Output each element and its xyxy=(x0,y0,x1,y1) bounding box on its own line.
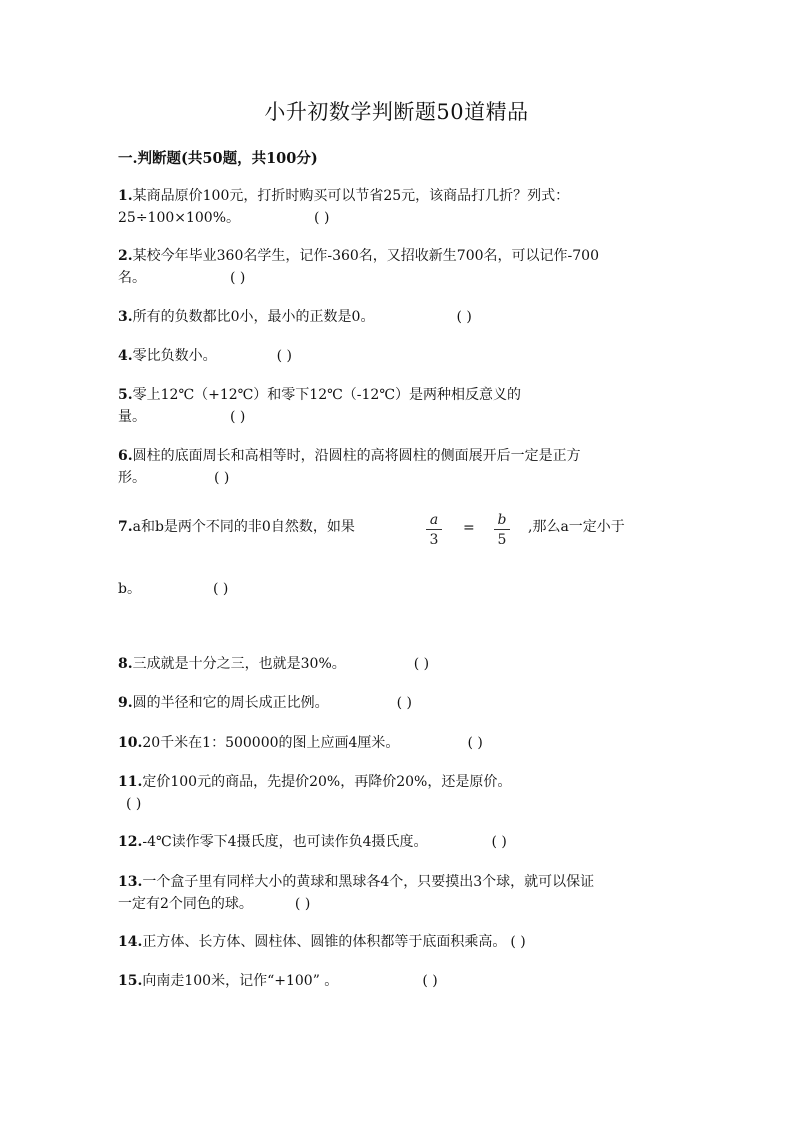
answer-paren[interactable]: ( ) xyxy=(214,470,230,486)
question-text: 圆的半径和它的周长成正比例。 xyxy=(132,695,329,711)
answer-paren[interactable]: ( ) xyxy=(212,581,229,597)
question-text: 一个盒子里有同样大小的黄球和黑球各4个，只要摸出3个球，就可以保证 xyxy=(142,874,595,890)
question-text: 圆柱的底面周长和高相等时，沿圆柱的高将圆柱的侧面展开后一定是正方 xyxy=(132,448,581,464)
question-number: 3. xyxy=(118,309,133,325)
question-8 xyxy=(118,653,683,675)
question-text: 某校今年毕业360名学生，记作-360名，又招收新生700名，可以记作-700 xyxy=(132,248,599,264)
question-12 xyxy=(118,831,683,853)
fraction-bar xyxy=(426,529,442,530)
fraction-denominator: 3 xyxy=(429,532,439,548)
answer-paren[interactable]: ( ) xyxy=(413,656,430,672)
question-text: 正方体、长方体、圆柱体、圆锥的体积都等于底面积乘高。 xyxy=(142,934,507,950)
question-text-line2: 一定有2个同色的球。 xyxy=(118,896,253,912)
question-text: 零上12℃（+12℃）和零下12℃（-12℃）是两种相反意义的 xyxy=(132,387,521,403)
question-1 xyxy=(118,185,683,229)
answer-paren[interactable]: ( ) xyxy=(230,270,246,286)
answer-paren[interactable]: ( ) xyxy=(491,834,507,850)
answer-paren[interactable]: ( ) xyxy=(276,348,292,364)
question-15 xyxy=(118,970,683,992)
question-text-line2: b。 xyxy=(118,581,141,597)
question-text-line2: 名。 xyxy=(118,270,146,286)
question-13 xyxy=(118,871,683,915)
question-number: 8. xyxy=(118,656,133,672)
answer-paren[interactable]: ( ) xyxy=(510,934,526,950)
question-number: 4. xyxy=(118,348,133,364)
answer-paren[interactable]: ( ) xyxy=(126,796,142,812)
answer-paren[interactable]: ( ) xyxy=(396,695,412,711)
equals-sign: = xyxy=(463,520,475,536)
page-title: 小升初数学判断题50道精品 xyxy=(264,100,529,124)
question-6 xyxy=(118,445,683,489)
fraction-bar xyxy=(494,529,510,530)
question-7-line2 xyxy=(118,578,683,600)
section-heading: 一.判断题(共50题，共100分) xyxy=(118,150,318,167)
question-number: 11. xyxy=(118,774,143,790)
answer-paren[interactable]: ( ) xyxy=(467,735,483,751)
question-text: 20千米在1：500000的图上应画4厘米。 xyxy=(142,735,400,751)
question-5 xyxy=(118,384,683,428)
question-text: 向南走100米，记作“+100” 。 xyxy=(142,973,339,989)
answer-paren[interactable]: ( ) xyxy=(230,409,246,425)
question-number: 5. xyxy=(118,387,133,403)
question-text: 某商品原价100元，打折时购买可以节省25元，该商品打几折？列式： xyxy=(132,188,570,204)
fraction-numerator: b xyxy=(497,512,507,528)
question-number: 12. xyxy=(118,834,143,850)
question-11 xyxy=(118,771,683,815)
question-text: -4℃读作零下4摄氏度，也可读作负4摄氏度。 xyxy=(142,834,428,850)
question-number: 13. xyxy=(118,874,143,890)
answer-paren[interactable]: ( ) xyxy=(456,309,472,325)
question-number: 9. xyxy=(118,695,133,711)
question-10 xyxy=(118,732,683,754)
question-14 xyxy=(118,931,683,953)
question-9 xyxy=(118,692,683,714)
question-text: 三成就是十分之三，也就是30%。 xyxy=(132,656,346,672)
question-number: 10. xyxy=(118,735,143,751)
question-text: 定价100元的商品，先提价20%，再降价20%，还是原价。 xyxy=(142,774,512,790)
question-7-continuation: ,那么a一定小于 xyxy=(528,519,625,535)
question-text: a和b是两个不同的非0自然数，如果 xyxy=(132,519,355,535)
question-text: 所有的负数都比0小，最小的正数是0。 xyxy=(132,309,375,325)
question-number: 1. xyxy=(118,188,133,204)
question-2 xyxy=(118,245,683,289)
question-number: 7. xyxy=(118,519,133,535)
question-number: 2. xyxy=(118,248,133,264)
fraction-b-over-5 xyxy=(492,512,512,548)
answer-paren[interactable]: ( ) xyxy=(294,896,311,912)
fraction-a-over-3 xyxy=(424,512,444,548)
question-text-line2: 25÷100×100%。 xyxy=(118,210,241,226)
question-number: 15. xyxy=(118,973,143,989)
fraction-denominator: 5 xyxy=(497,532,507,548)
question-3 xyxy=(118,306,683,328)
answer-paren[interactable]: ( ) xyxy=(422,973,438,989)
question-number: 14. xyxy=(118,934,143,950)
fraction-numerator: a xyxy=(429,512,439,528)
question-4 xyxy=(118,345,683,367)
answer-paren[interactable]: ( ) xyxy=(314,210,330,226)
question-text: 零比负数小。 xyxy=(132,348,217,364)
question-text-line2: 形。 xyxy=(118,470,146,486)
question-number: 6. xyxy=(118,448,133,464)
question-text-line2: 量。 xyxy=(118,409,146,425)
